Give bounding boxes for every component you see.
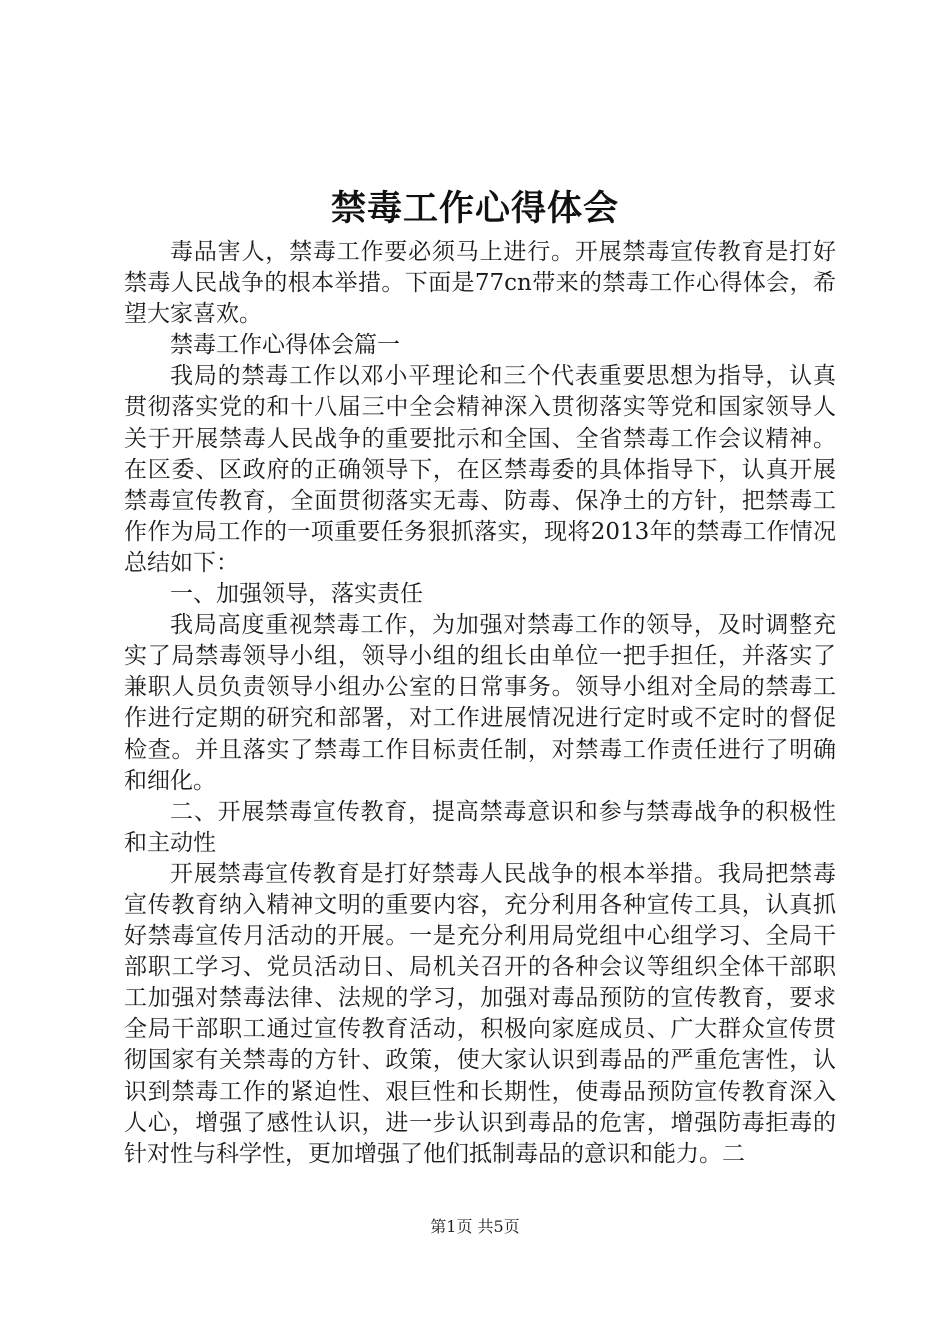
document-title: 禁毒工作心得体会 bbox=[330, 188, 619, 229]
paragraph-intro: 毒品害人，禁毒工作要必须马上进行。开展禁毒宣传教育是打好禁毒人民战争的根本举措。下面是77cn带来的禁毒工作心得体会，希望大家喜欢。 bbox=[124, 239, 836, 328]
paragraph-section-heading: 禁毒工作心得体会篇一 bbox=[170, 332, 400, 359]
page-footer: 第1页 共5页 bbox=[430, 1217, 520, 1236]
paragraph-leadership: 我局高度重视禁毒工作，为加强对禁毒工作的领导，及时调整充实了局禁毒领导小组，领导小组的组长由单位一把手担任，并落实了兼职人员负责领导小组办公室的日常事务。领导小组对全局的禁毒工作进行定期的研究和部署，对工作进展情况进行定时或不定时的督促检查。并且落实了禁毒工作目标责任制，对禁毒工作责任进行了明确和细化。 bbox=[124, 612, 836, 794]
paragraph-overview: 我局的禁毒工作以邓小平理论和三个代表重要思想为指导，认真贯彻落实党的和十八届三中全会精神深入贯彻落实等党和国家领导人关于开展禁毒人民战争的重要批示和全国、全省禁毒工作会议精神。在区委、区政府的正确领导下，在区禁毒委的具体指导下，认真开展禁毒宣传教育，全面贯彻落实无毒、防毒、保净土的方针，把禁毒工作作为局工作的一项重要任务狠抓落实，现将2013年的禁毒工作情况总结如下： bbox=[124, 363, 836, 576]
paragraph-heading-one: 一、加强领导，落实责任 bbox=[170, 581, 423, 608]
paragraph-heading-two: 二、开展禁毒宣传教育，提高禁毒意识和参与禁毒战争的积极性和主动性 bbox=[124, 798, 836, 856]
paragraph-education: 开展禁毒宣传教育是打好禁毒人民战争的根本举措。我局把禁毒宣传教育纳入精神文明的重要内容，充分利用各种宣传工具，认真抓好禁毒宣传月活动的开展。一是充分利用局党组中心组学习、全局干部职工学习、党员活动日、局机关召开的各种会议等组织全体干部职工加强对禁毒法律、法规的学习，加强对毒品预防的宣传教育，要求全局干部职工通过宣传教育活动，积极向家庭成员、广大群众宣传贯彻国家有关禁毒的方针、政策，使大家认识到毒品的严重危害性，认识到禁毒工作的紧迫性、艰巨性和长期性，使毒品预防宣传教育深入人心，增强了感性认识，进一步认识到毒品的危害，增强防毒拒毒的针对性与科学性，更加增强了他们抵制毒品的意识和能力。二 bbox=[124, 860, 836, 1167]
document-body bbox=[124, 237, 836, 1170]
